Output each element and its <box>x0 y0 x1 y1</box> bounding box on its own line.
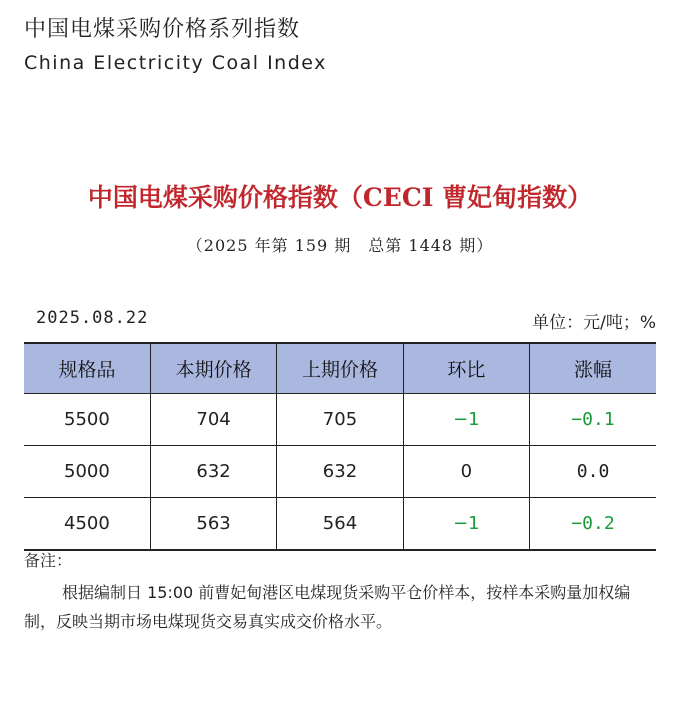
header-title-cn: 中国电煤采购价格系列指数 <box>24 17 301 42</box>
notes-text: 根据编制日 15:00 前曹妃甸港区电煤现货采购平仓价样本，按样本采购量加权编制，反映当期市场电煤现货交易真实成交价格水平。 <box>24 583 631 631</box>
cell-current: 704 <box>150 394 276 446</box>
unit-label: 单位：元/吨；% <box>532 313 656 333</box>
report-date: 2025.08.22 <box>36 308 149 328</box>
cell-spec: 5500 <box>24 394 150 446</box>
cell-spec: 4500 <box>24 498 150 551</box>
cell-change: −1 <box>403 498 529 551</box>
cell-previous: 632 <box>277 446 403 498</box>
cell-previous: 564 <box>277 498 403 551</box>
table-row <box>24 446 656 498</box>
table-header-row <box>24 343 656 394</box>
report-title: 中国电煤采购价格指数（CECI 曹妃甸指数） <box>87 183 593 212</box>
cell-pct: −0.2 <box>530 498 656 551</box>
price-table <box>24 342 656 551</box>
header-current-price: 本期价格 <box>150 343 276 394</box>
issue-number: （2025 年第 159 期 总第 1448 期） <box>186 236 494 255</box>
cell-previous: 705 <box>277 394 403 446</box>
header-spec: 规格品 <box>24 343 150 394</box>
cell-pct: −0.1 <box>530 394 656 446</box>
cell-current: 632 <box>150 446 276 498</box>
table-row <box>24 394 656 446</box>
cell-change: 0 <box>403 446 529 498</box>
header-title-en: China Electricity Coal Index <box>24 52 327 74</box>
cell-pct: 0.0 <box>530 446 656 498</box>
header-pct: 涨幅 <box>530 343 656 394</box>
table-row <box>24 498 656 551</box>
header-change: 环比 <box>403 343 529 394</box>
notes-label: 备注： <box>24 551 73 570</box>
cell-change: −1 <box>403 394 529 446</box>
cell-current: 563 <box>150 498 276 551</box>
header-previous-price: 上期价格 <box>277 343 403 394</box>
cell-spec: 5000 <box>24 446 150 498</box>
